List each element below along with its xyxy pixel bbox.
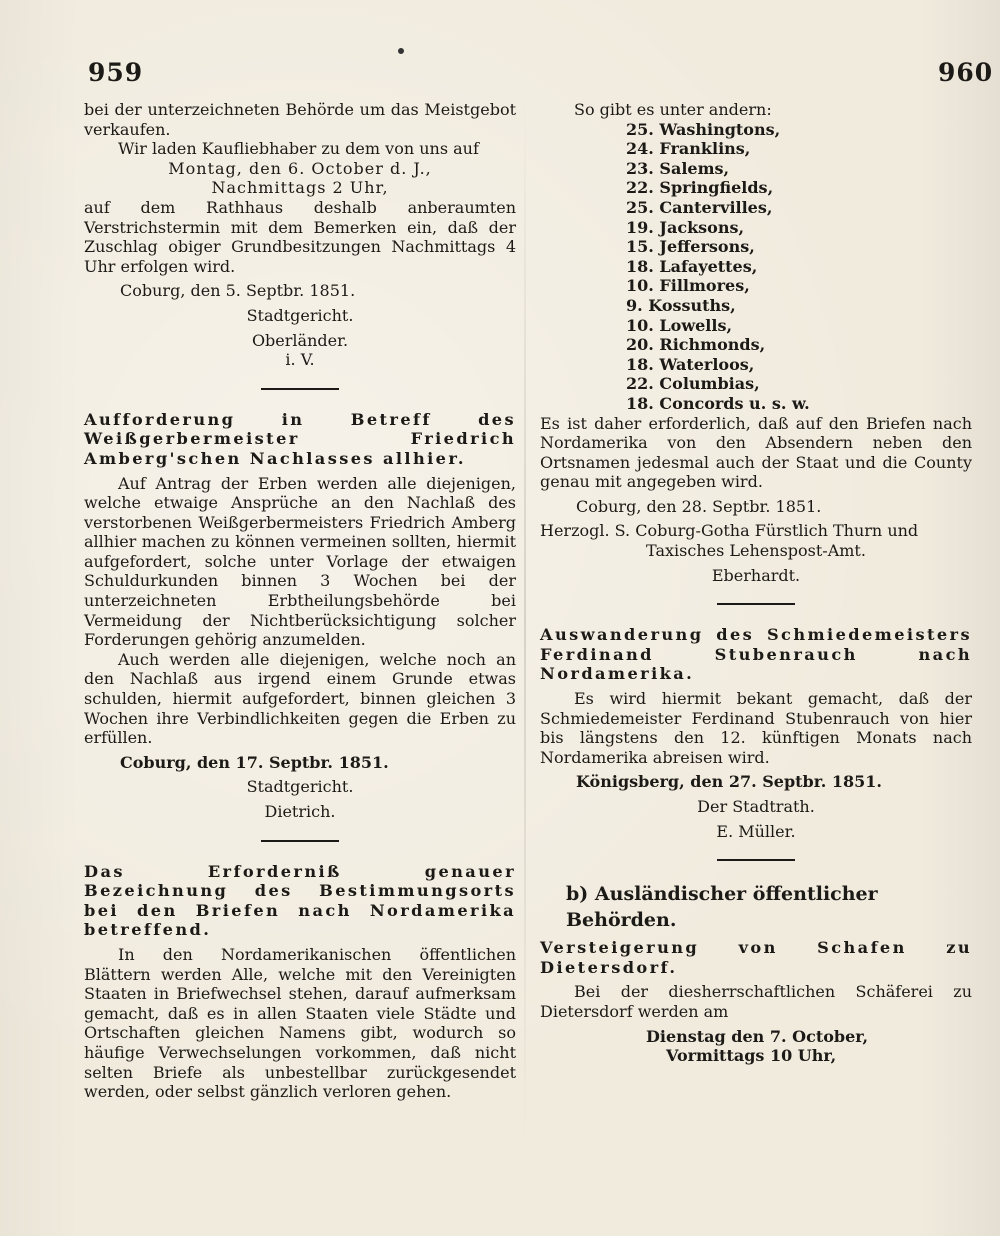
town-list (540, 120, 972, 414)
notice-signer-note: i. V. (285, 350, 315, 370)
auction-time: Vormittags 10 Uhr, (666, 1046, 837, 1066)
town-list-item: 18. Concords u. s. w. (626, 393, 810, 413)
town-list-item: 9. Kossuths, (626, 295, 736, 315)
page-number-left: 959 (88, 58, 144, 87)
notice-heading: Versteigerung von Schafen zu Dietersdorf. (540, 938, 972, 977)
page-fold (524, 90, 526, 1150)
notice-date: Coburg, den 28. Septbr. 1851. (576, 496, 822, 516)
auction-date: Dienstag den 7. October, (646, 1026, 869, 1046)
notice-heading: Aufforderung in Betreff des Weißgerbermeister Friedrich Amberg'schen Nachlasses allhier. (84, 409, 516, 468)
section-divider (717, 859, 795, 861)
town-list-intro: So gibt es unter andern: (574, 100, 772, 119)
notice-authority: Stadtgericht. (246, 777, 354, 797)
left-column (84, 100, 516, 1102)
notice-signer: Dietrich. (264, 802, 336, 821)
invitation-time: Nachmittags 2 Uhr, (211, 178, 389, 198)
town-list-item: 20. Richmonds, (626, 335, 766, 355)
notice-paragraph: In den Nordamerikanischen öffentlichen Blättern werden Alle, welche mit den Vereinigten Staaten in Briefwechsel stehen, darauf aufmerksam gemacht, daß es in allen Staaten viele Städte und Ortschaften gleichen Namens gibt, wodurch so häufige Verwechselungen vorkommen, daß nicht selten Briefe als unbestellbar zurückgesendet werden, oder selbst gänzlich verloren gehen. (84, 944, 516, 1102)
notice-authority: Herzogl. S. Coburg-Gotha Fürstlich Thurn und (540, 521, 919, 541)
town-list-item: 18. Waterloos, (626, 354, 755, 374)
town-list-item: 19. Jacksons, (626, 217, 745, 237)
notice-heading: Auswanderung des Schmiedemeisters Ferdinand Stubenrauch nach Nordamerika. (540, 625, 972, 684)
town-list-item: 24. Franklins, (626, 139, 751, 159)
town-list-item: 10. Fillmores, (626, 276, 750, 296)
notice-paragraph: Auch werden alle diejenigen, welche noch an den Nachlaß aus irgend einem Grunde etwas schulden, hiermit aufgefordert, binnen gleichen 3 Wochen ihre Verbindlichkeiten gegen die Erben zu erfüllen. (84, 649, 516, 748)
notice-signer: Oberländer. (251, 330, 349, 350)
notice-authority: Taxisches Lehenspost-Amt. (646, 541, 866, 561)
right-column (540, 100, 972, 1066)
notice-signer: Eberhardt. (711, 565, 801, 585)
notice-paragraph: Es ist daher erforderlich, daß auf den Briefen nach Nordamerika von den Absendern neben den Ortsnamen jedesmal auch der Staat und die County genau mit angegeben wird. (540, 413, 972, 492)
notice-date: Coburg, den 17. Septbr. 1851. (120, 752, 389, 772)
town-list-item: 25. Washingtons, (626, 119, 781, 139)
town-list-item: 23. Salems, (626, 158, 730, 178)
notice-authority: Der Stadtrath. (697, 797, 815, 816)
town-list-item: 22. Columbias, (626, 374, 760, 394)
section-divider (717, 603, 795, 605)
town-list-item: 15. Jeffersons, (626, 237, 755, 257)
town-list-item: 18. Lafayettes, (626, 256, 758, 276)
notice-paragraph: Es wird hiermit bekant gemacht, daß der Schmiedemeister Ferdinand Stubenrauch von hier bis längstens den 12. künftigen Monats nach Nordamerika abreisen wird. (540, 689, 972, 767)
invitation-date: Montag, den 6. October d. J., (168, 158, 432, 178)
section-divider (261, 388, 339, 390)
notice-date: Coburg, den 5. Septbr. 1851. (120, 281, 356, 301)
continued-text: bei der unterzeichneten Behörde um das Meistgebot verkaufen. (84, 100, 516, 139)
notice-signer: E. Müller. (716, 821, 796, 841)
town-list-item: 10. Lowells, (626, 315, 733, 335)
ink-dot (398, 48, 404, 54)
notice-heading: Das Erforderniß genauer Bezeichnung des Bestimmungsorts bei den Briefen nach Nordamerika betreffend. (84, 861, 516, 940)
page-number-right: 960 (938, 58, 994, 87)
notice-authority: Stadtgericht. (246, 305, 354, 325)
town-list-item: 25. Cantervilles, (626, 197, 773, 217)
invitation-text: auf dem Rathhaus deshalb anberaumten Verstrichstermin mit dem Bemerken ein, daß der Zuschlag obiger Grundbesitzungen Nachmittags 4 Uhr erfolgen wird. (84, 197, 516, 276)
invitation-line: Wir laden Kaufliebhaber zu dem von uns auf (118, 139, 479, 159)
notice-date: Königsberg, den 27. Septbr. 1851. (576, 772, 882, 792)
section-divider (261, 840, 339, 842)
town-list-item: 22. Springfields, (626, 178, 774, 198)
section-heading: b) Ausländischer öffentlicher Behörden. (566, 883, 878, 932)
notice-paragraph: Bei der diesherrschaftlichen Schäferei zu Dietersdorf werden am (540, 982, 972, 1021)
notice-paragraph: Auf Antrag der Erben werden alle diejenigen, welche etwaige Ansprüche an den Nachlaß des verstorbenen Weißgerbermeisters Friedrich Amberg allhier machen zu können vermeinen sollten, hiermit aufgefordert, solche unter Vorlage der etwaigen Schuldurkunden binnen 3 Wochen bei der unterzeichneten Erbtheilungsbehörde bei Vermeidung der Nichtberücksichtigung solcher Forderungen gehörig anzumelden. (84, 473, 516, 650)
